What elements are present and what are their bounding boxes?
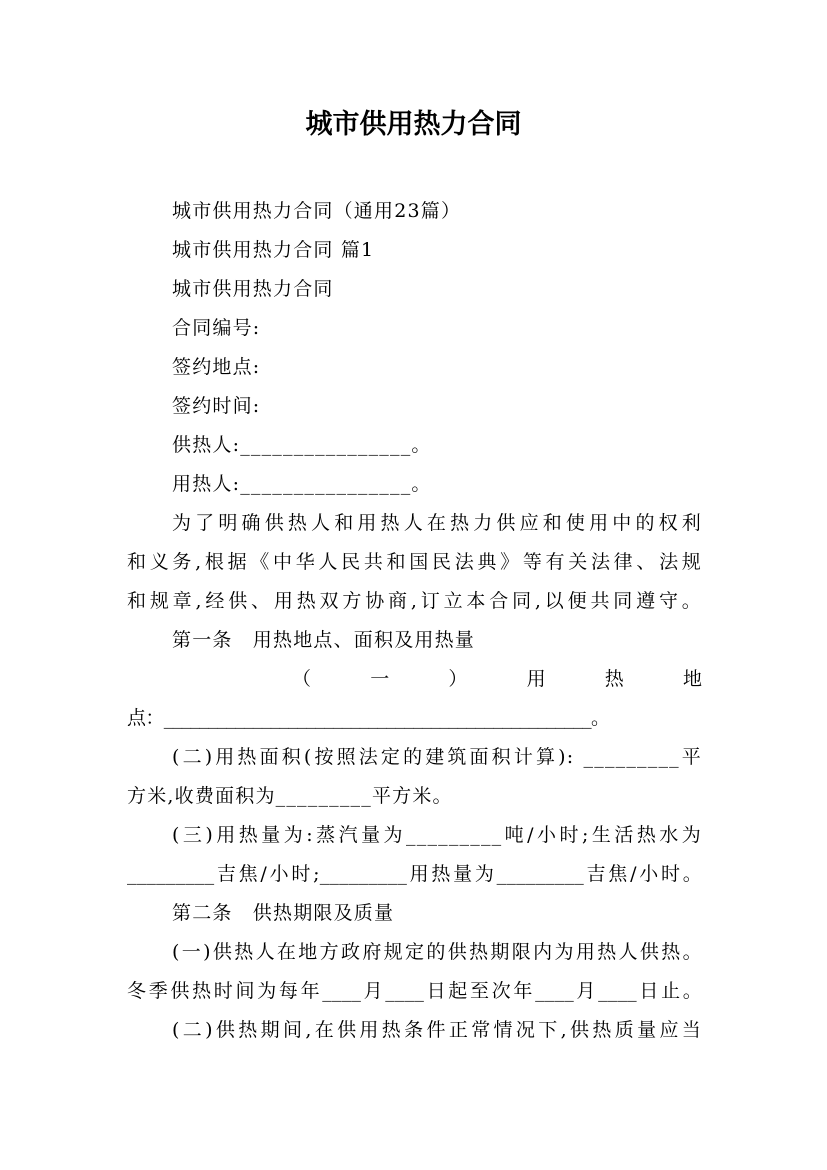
- spread-char: ）: [448, 668, 468, 690]
- text-line: 城市供用热力合同（通用23篇）: [172, 200, 462, 222]
- text-line: 合同编号:: [172, 317, 261, 339]
- text-line: (一)供热人在地方政府规定的供热期限内为用热人供热。: [172, 941, 702, 963]
- text-line: 签约时间:: [172, 395, 261, 417]
- spread-char: 热: [604, 668, 624, 690]
- document-title: 城市供用热力合同: [305, 109, 522, 140]
- spread-char: 用: [526, 668, 546, 690]
- text-line: 方米,收费面积为_________平方米。: [127, 785, 453, 807]
- text-line: 点：________________________________________________。: [127, 707, 610, 729]
- text-line: 签约地点:: [172, 356, 261, 378]
- text-line: 第二条 供热期限及质量: [172, 902, 395, 924]
- text-line: 冬季供热时间为每年____月____日起至次年____月____日止。: [127, 980, 702, 1002]
- text-line: 城市供用热力合同 篇1: [172, 239, 375, 261]
- spread-char: 地: [682, 668, 702, 690]
- text-line: 第一条 用热地点、面积及用热量: [172, 629, 476, 651]
- text-line: 供热人:________________。: [172, 434, 432, 456]
- text-line: 和规章,经供、用热双方协商,订立本合同,以便共同遵守。: [127, 590, 702, 612]
- text-line: (三)用热量为:蒸汽量为_________吨/小时;生活热水为: [172, 824, 702, 846]
- text-line: 用热人:________________。: [172, 473, 432, 495]
- text-line: _________吉焦/小时;_________用热量为_________吉焦/小时。: [127, 863, 702, 885]
- spread-char: （: [292, 668, 312, 690]
- text-line: (二)用热面积(按照法定的建筑面积计算): _________平: [172, 746, 702, 768]
- text-line: 为了明确供热人和用热人在热力供应和使用中的权利: [172, 512, 702, 534]
- text-line: 城市供用热力合同: [172, 278, 334, 300]
- spread-char: 一: [370, 668, 390, 690]
- text-line-spread: [127, 666, 702, 692]
- text-line: (二)供热期间,在供用热条件正常情况下,供热质量应当: [172, 1019, 702, 1041]
- text-line: 和义务,根据《中华人民共和国民法典》等有关法律、法规: [127, 551, 702, 573]
